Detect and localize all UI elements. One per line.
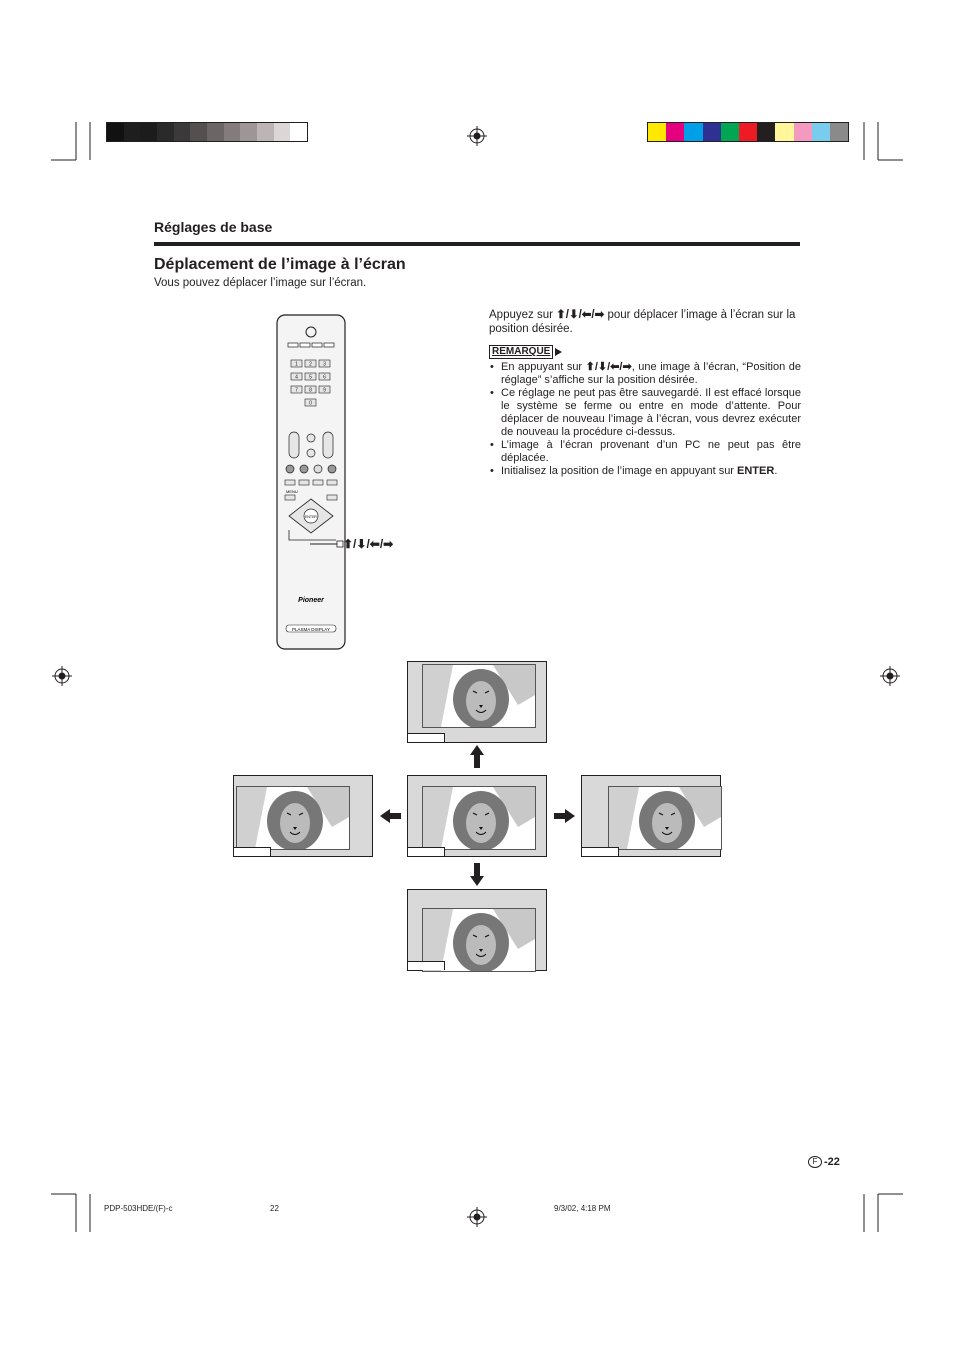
note-item: • Initialisez la position de l’image en appuyant sur ENTER. — [489, 465, 801, 478]
color-swatch — [812, 123, 830, 141]
remote-model-label: PLASMA DISPLAY — [292, 627, 330, 632]
color-swatch — [190, 123, 207, 141]
instruction-suffix: pour déplacer l’image à l’écran sur la position désirée. — [489, 309, 796, 335]
color-swatch — [224, 123, 241, 141]
remote-key-label: 6 — [323, 374, 326, 381]
screen-moved-up — [407, 661, 547, 743]
remote-menu-label: MENU — [286, 489, 298, 494]
remote-callout-line — [310, 540, 346, 548]
remote-enter-label: ENTER — [305, 515, 317, 519]
footer-timestamp: 9/3/02, 4:18 PM — [554, 1204, 611, 1213]
arrow-keys-icon: ⬆/⬇/⬅/➡ — [585, 361, 632, 373]
registration-target-left — [52, 666, 72, 686]
color-swatch — [775, 123, 793, 141]
color-swatch — [274, 123, 291, 141]
color-calibration-strip — [647, 122, 849, 142]
color-swatch — [703, 123, 721, 141]
page-intro: Vous pouvez déplacer l’image sur l’écran. — [154, 277, 367, 289]
arrow-left-icon — [380, 809, 401, 823]
remote-key-label: 9 — [323, 387, 326, 394]
remote-key-label: 4 — [295, 374, 298, 381]
note-label-text: REMARQUE — [489, 345, 553, 359]
remote-key-label: 0 — [309, 400, 312, 407]
color-swatch — [157, 123, 174, 141]
color-swatch — [757, 123, 775, 141]
registration-target-bottom — [467, 1207, 487, 1227]
color-swatch — [174, 123, 191, 141]
remote-arrow-keys-label: ⬆/⬇/⬅/➡ — [343, 537, 394, 551]
section-rule — [154, 242, 800, 246]
arrow-keys-icon: ⬆/⬇/⬅/➡ — [556, 309, 605, 321]
screen-moved-down — [407, 889, 547, 971]
remote-key-label: 2 — [309, 361, 312, 368]
language-badge: F — [808, 1156, 822, 1168]
footer-file-code: PDP-503HDE/(F)-c — [104, 1204, 173, 1213]
remote-brand-logo: Pioneer — [298, 597, 324, 604]
color-swatch — [240, 123, 257, 141]
remote-key-label: 5 — [309, 374, 312, 381]
color-swatch — [739, 123, 757, 141]
screen-moved-right — [581, 775, 721, 857]
screen-moved-left — [233, 775, 373, 857]
arrow-right-icon — [554, 809, 575, 823]
page-heading: Déplacement de l’image à l’écran — [154, 256, 406, 273]
color-swatch — [257, 123, 274, 141]
color-swatch — [666, 123, 684, 141]
remote-key-label: 7 — [295, 387, 298, 394]
color-swatch — [140, 123, 157, 141]
color-swatch — [830, 123, 848, 141]
color-swatch — [290, 123, 307, 141]
color-swatch — [721, 123, 739, 141]
note-item: • L’image à l’écran provenant d’un PC ne peut pas être déplacée. — [489, 439, 801, 465]
color-swatch — [684, 123, 702, 141]
instruction-prefix: Appuyez sur — [489, 309, 557, 321]
gray-calibration-strip — [106, 122, 308, 142]
remote-key-label: 3 — [323, 361, 326, 368]
page-number-text: -22 — [824, 1156, 840, 1168]
notes-list — [489, 361, 801, 478]
arrow-down-icon — [470, 863, 484, 886]
lion-image — [423, 665, 535, 727]
remote-control-illustration — [276, 314, 346, 650]
section-title: Réglages de base — [154, 219, 273, 235]
remote-key-label: 8 — [309, 387, 312, 394]
note-item: • Ce réglage ne peut pas être sauvegardé. Il est effacé lorsque le système se ferme ou entre en mode d’attente. Pour déplacer de nouveau l’image à l’écran, vous devrez exécuter de nouveau la procédure ci-dessus. — [489, 387, 801, 439]
instruction-text — [489, 308, 801, 336]
page-number — [808, 1156, 840, 1168]
color-swatch — [648, 123, 666, 141]
note-label — [489, 345, 562, 359]
color-swatch — [794, 123, 812, 141]
remote-key-label: 1 — [295, 361, 298, 368]
lion-image — [237, 787, 349, 849]
direction-arrows — [370, 740, 580, 890]
color-swatch — [107, 123, 124, 141]
lion-image — [609, 787, 721, 849]
note-item: • En appuyant sur ⬆/⬇/⬅/➡, une image à l’écran, “Position de réglage” s’affiche sur la position désirée. — [489, 361, 801, 387]
triangle-right-icon — [555, 348, 562, 356]
arrow-up-icon — [470, 745, 484, 768]
registration-target-top — [467, 126, 487, 146]
registration-target-right — [880, 666, 900, 686]
footer-sheet-number: 22 — [270, 1204, 279, 1213]
color-swatch — [207, 123, 224, 141]
color-swatch — [124, 123, 141, 141]
